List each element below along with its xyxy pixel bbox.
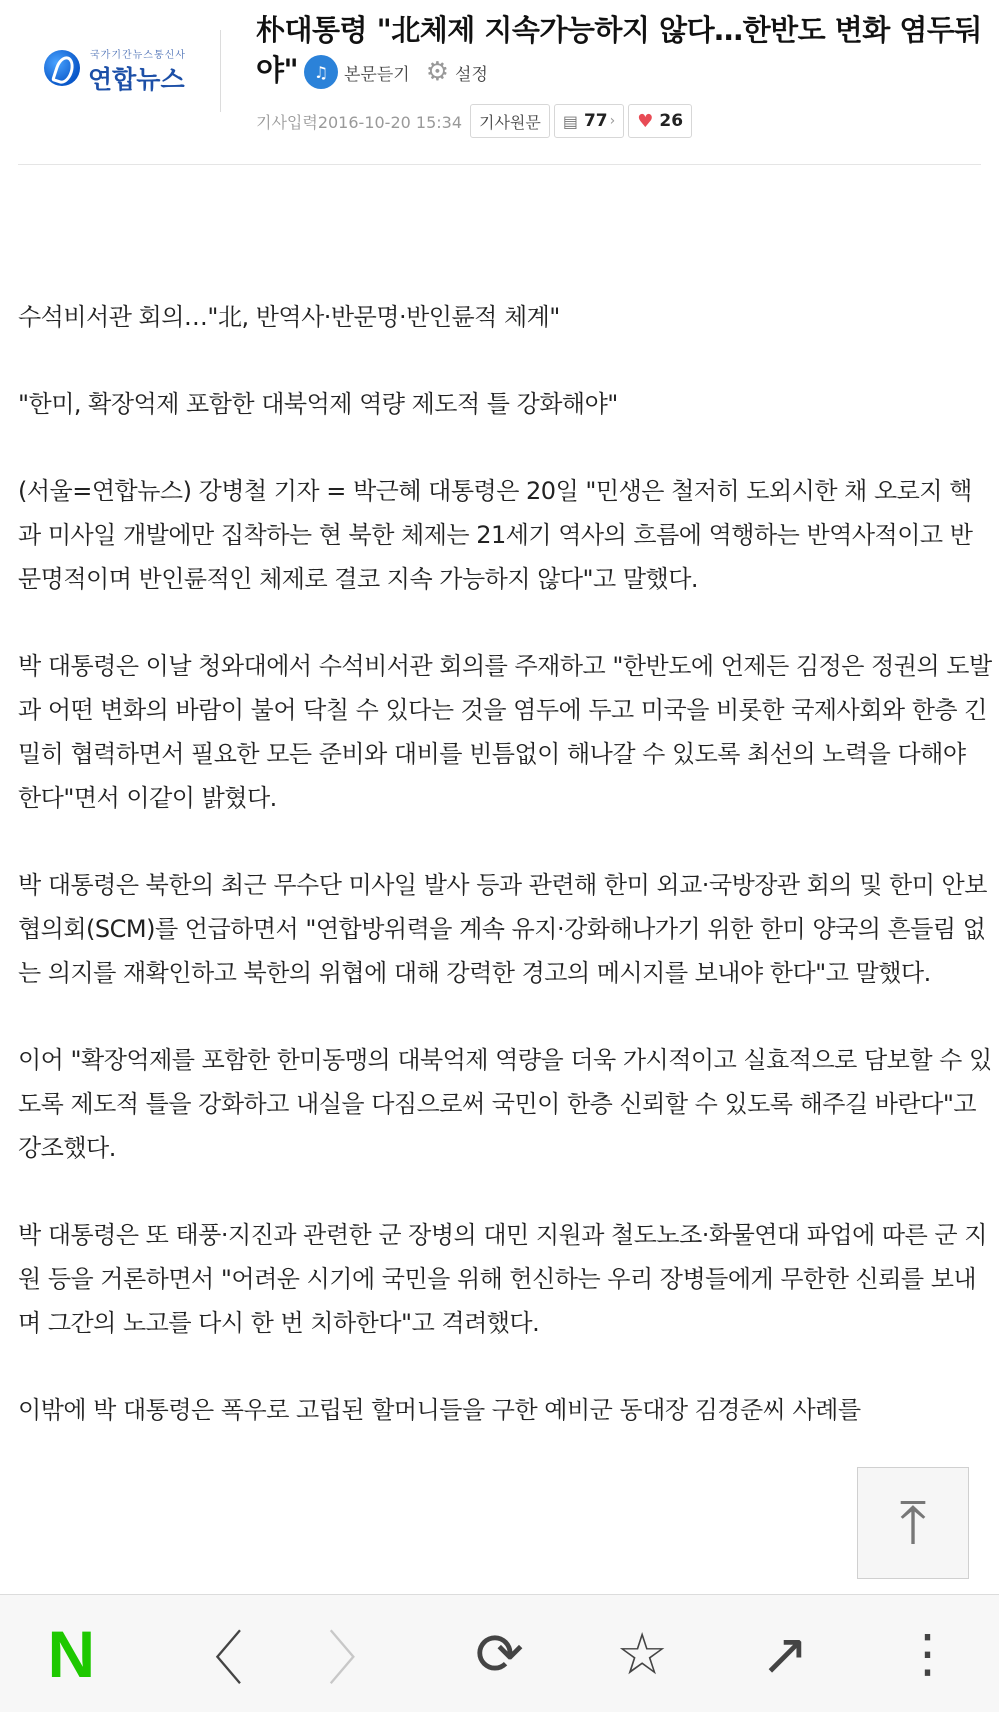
original-article-button[interactable] (470, 104, 550, 138)
yonhap-logo-icon (44, 50, 80, 86)
scroll-to-top-button[interactable] (857, 1467, 969, 1579)
yonhap-logo[interactable] (40, 40, 200, 100)
forward-button[interactable] (312, 1609, 402, 1699)
header-divider (220, 30, 221, 112)
logo-tagline: 국가기간뉴스통신사 (90, 50, 186, 61)
browser-toolbar (0, 1594, 999, 1712)
reload-icon: ⟳ (475, 1619, 524, 1688)
article-paragraph: 수석비서관 회의…"北, 반역사·반문명·반인륜적 체계" (18, 303, 560, 331)
title-tools (304, 56, 488, 88)
chevron-right-icon: › (609, 113, 616, 129)
settings-button[interactable]: 설정 (455, 64, 488, 85)
naver-home-button[interactable] (26, 1609, 116, 1699)
original-article-label: 기사원문 (479, 112, 541, 132)
thumbs-up-icon: ♥ (637, 110, 654, 132)
gear-icon[interactable]: ⚙ (425, 57, 450, 87)
article-paragraph: 박 대통령은 또 태풍·지진과 관련한 군 장병의 대민 지원과 철도노조·화물연대 파업에 따른 군 지원 등을 거론하면서 "어려운 시기에 국민을 위해 헌신하는 우리 장병들에게 무한한 신뢰를 보내며 그간의 노고를 다시 한 번 치하한다"고 격려했다. (18, 1221, 987, 1337)
share-button[interactable] (740, 1609, 830, 1699)
article-paragraph: 이어 "확장억제를 포함한 한미동맹의 대북억제 역량을 더욱 가시적이고 실효적으로 담보할 수 있도록 제도적 틀을 강화하고 내실을 다짐으로써 국민이 한층 신뢰할 수 있도록 해주길 바란다"고 강조했다. (18, 1046, 992, 1162)
comment-count: 77 (583, 111, 608, 131)
article-paragraph: "한미, 확장억제 포함한 대북억제 역량 제도적 틀 강화해야" (18, 390, 618, 418)
back-icon: 〈 (185, 1624, 244, 1693)
article-paragraph: 박 대통령은 이날 청와대에서 수석비서관 회의를 주재하고 "한반도에 언제든 김정은 정권의 도발과 어떤 변화의 바람이 불어 닥칠 수 있다는 것을 염두에 두고 미국을 비롯한 국제사회와 한층 긴밀히 협력하면서 필요한 모든 준비와 대비를 빈틈없이 해나갈 수 있도록 최선의 노력을 다해야 한다"면서 이같이 밝혔다. (18, 652, 992, 812)
naver-home-icon: N (47, 1616, 96, 1691)
logo-name: 연합뉴스 (88, 65, 185, 94)
back-button[interactable] (169, 1609, 259, 1699)
article-paragraph: (서울=연합뉴스) 강병철 기자 = 박근혜 대통령은 20일 "민생은 철저히 도외시한 채 오로지 핵과 미사일 개발에만 집착하는 현 북한 체제는 21세기 역사의 흐름에 역행하는 반역사적이고 반문명적이며 반인륜적인 체제로 결코 지속 가능하지 않다"고 말했다. (18, 477, 973, 593)
article-title: 朴대통령 "北체제 지속가능하지 않다…한반도 변화 염두둬야" (256, 13, 982, 87)
bookmark-star-icon: ☆ (616, 1619, 669, 1688)
article-paragraph: 이밖에 박 대통령은 폭우로 고립된 할머니들을 구한 예비군 동대장 김경준씨 사례를 (18, 1396, 861, 1424)
arrow-up-icon: ⤒ (899, 1488, 927, 1558)
reload-button[interactable] (454, 1609, 544, 1699)
article-header (0, 0, 999, 165)
header-separator (18, 164, 981, 165)
like-button[interactable] (628, 104, 692, 138)
share-icon: ↗ (760, 1619, 810, 1688)
listen-icon[interactable]: ♫ (304, 55, 338, 89)
comment-icon: ▤ (562, 111, 578, 131)
bookmark-button[interactable] (597, 1609, 687, 1699)
article-paragraph: 박 대통령은 북한의 최근 무수단 미사일 발사 등과 관련해 한미 외교·국방장관 회의 및 한미 안보협의회(SCM)를 언급하면서 "연합방위력을 계속 유지·강화해나가기 위한 한미 양국의 흔들림 없는 의지를 재확인하고 북한의 위협에 대해 강력한 경고의 메시지를 보내야 한다"고 말했다. (18, 871, 987, 987)
article-date: 기사입력2016-10-20 15:34 (256, 112, 463, 132)
more-button[interactable] (883, 1609, 973, 1699)
comments-button[interactable] (554, 104, 624, 138)
listen-button[interactable]: 본문듣기 (344, 64, 410, 85)
article-body (18, 295, 993, 1475)
article-meta (256, 104, 696, 138)
like-count: 26 (659, 111, 684, 131)
more-dots-icon: ⋮ (901, 1623, 954, 1684)
forward-icon: 〉 (327, 1624, 386, 1693)
